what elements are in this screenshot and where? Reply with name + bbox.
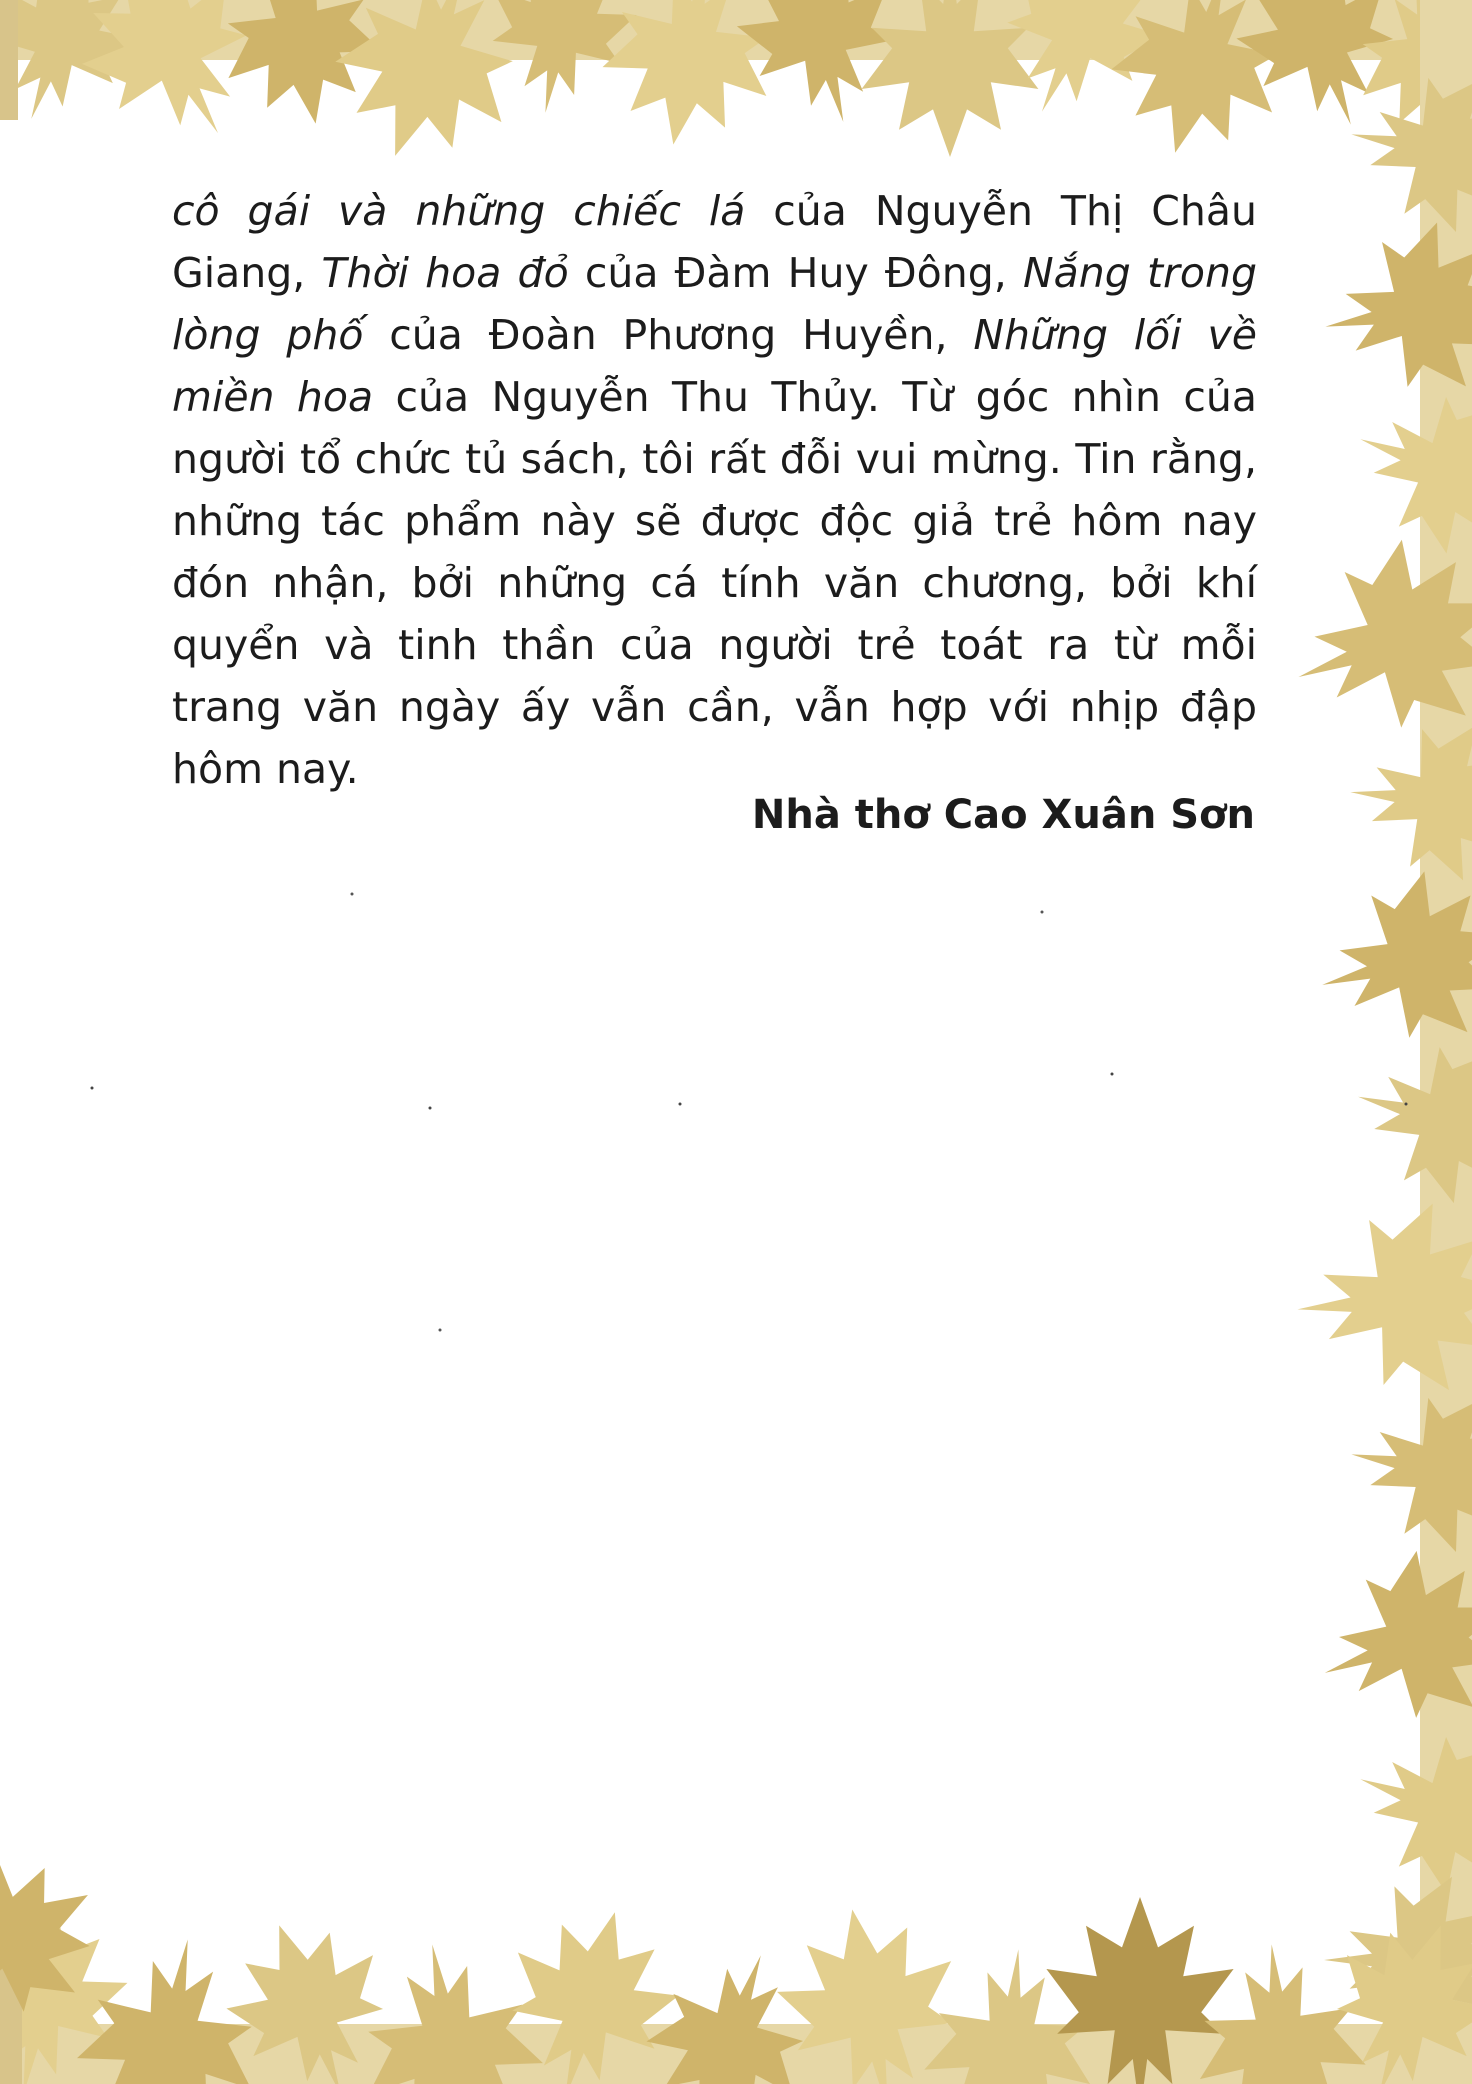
author-signature: Nhà thơ Cao Xuân Sơn [751,792,1255,838]
body-text-3: của Đoàn Phương Huyền, [363,311,974,359]
book-title-3: Nắng trong lòng phố [172,249,1257,359]
book-title-4: Những lối về miền hoa [172,311,1257,421]
body-text-1: của Nguyễn Thị Châu Giang, [172,187,1257,297]
book-title-2: Thời hoa đỏ [321,249,569,297]
body-text-2: của Đàm Huy Đông, [568,249,1023,297]
book-title-1: cô gái và những chiếc lá [172,187,746,235]
body-text-4: của Nguyễn Thu Thủy. Từ góc nhìn của người tổ chức tủ sách, tôi rất đỗi vui mừng. Tin rằng, những tác phẩm này sẽ được độc giả trẻ hôm nay đón nhận, bởi những cá tính văn chương, bởi khí quyển và tinh thần của người trẻ toát ra từ mỗi trang văn ngày ấy vẫn cần, vẫn hợp với nhịp đập hôm nay. [172,373,1257,793]
